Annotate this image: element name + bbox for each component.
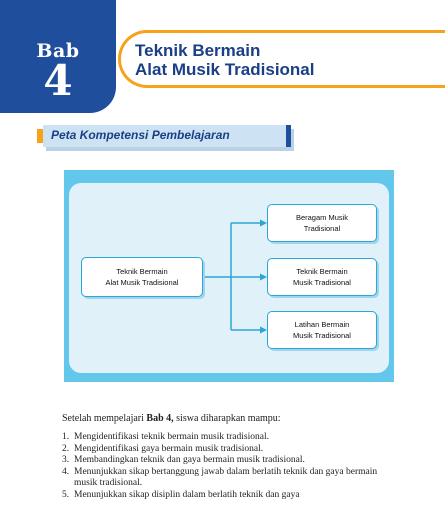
chapter-title-line2: Alat Musik Tradisional xyxy=(135,60,315,79)
list-item-number: 4. xyxy=(62,466,70,477)
list-item-number: 5. xyxy=(62,489,70,500)
list-item xyxy=(62,455,392,467)
concept-map xyxy=(64,170,394,382)
chapter-title-banner xyxy=(118,30,445,88)
root-node-line1: Teknik Bermain xyxy=(116,267,168,276)
objectives-list xyxy=(62,432,392,501)
intro-prefix: Setelah mempelajari xyxy=(62,413,147,424)
intro-suffix: siswa diharapkan mampu: xyxy=(173,413,281,424)
intro-bold: Bab 4, xyxy=(146,413,174,424)
section-header xyxy=(43,125,291,147)
arrowhead-3 xyxy=(260,327,267,334)
branch-node-1-line2: Tradisional xyxy=(303,224,341,233)
list-item-number: 3. xyxy=(62,455,70,465)
chapter-label: Bab xyxy=(36,40,80,62)
branch-node-2-line2: Musik Tradisional xyxy=(293,278,351,287)
list-item xyxy=(62,444,392,456)
list-item-text: Mengidentifikasi teknik bermain musik tradisional. xyxy=(74,432,269,442)
branch-node-1 xyxy=(267,204,377,242)
list-item-number: 1. xyxy=(62,432,70,442)
root-node-line2: Alat Musik Tradisional xyxy=(105,278,179,287)
root-node xyxy=(81,257,203,297)
branch-node-3 xyxy=(267,311,377,349)
chapter-title xyxy=(135,41,435,79)
list-item xyxy=(62,467,392,490)
arrowhead-1 xyxy=(260,220,267,227)
list-item-text: Membandingkan teknik dan gaya bermain musik tradisional. xyxy=(74,455,305,465)
list-item-number: 2. xyxy=(62,443,70,454)
chapter-badge xyxy=(0,0,116,113)
list-item-text: Menunjukkan sikap disiplin dalam berlatih teknik dan gaya xyxy=(74,489,300,500)
list-item-text: Mengidentifikasi gaya bermain musik tradisional. xyxy=(74,443,264,454)
branch-node-1-line1: Beragam Musik xyxy=(295,213,349,222)
list-item xyxy=(62,432,392,444)
chapter-number: 4 xyxy=(43,56,73,105)
branch-node-3-line2: Musik Tradisional xyxy=(293,331,351,340)
branch-node-3-line1: Latihan Bermain xyxy=(294,320,350,329)
section-title: Peta Kompetensi Pembelajaran xyxy=(51,128,230,142)
intro-text xyxy=(62,413,281,424)
branch-node-2-line1: Teknik Bermain xyxy=(296,267,348,276)
chapter-title-line1: Teknik Bermain xyxy=(135,41,261,60)
arrowhead-2 xyxy=(260,274,267,281)
list-item xyxy=(62,490,392,502)
concept-map-panel xyxy=(69,183,389,373)
list-item-text: Menunjukkan sikap bertanggung jawab dalam berlatih teknik dan gaya bermain musik tradisional. xyxy=(74,466,378,488)
branch-node-2 xyxy=(267,258,377,296)
